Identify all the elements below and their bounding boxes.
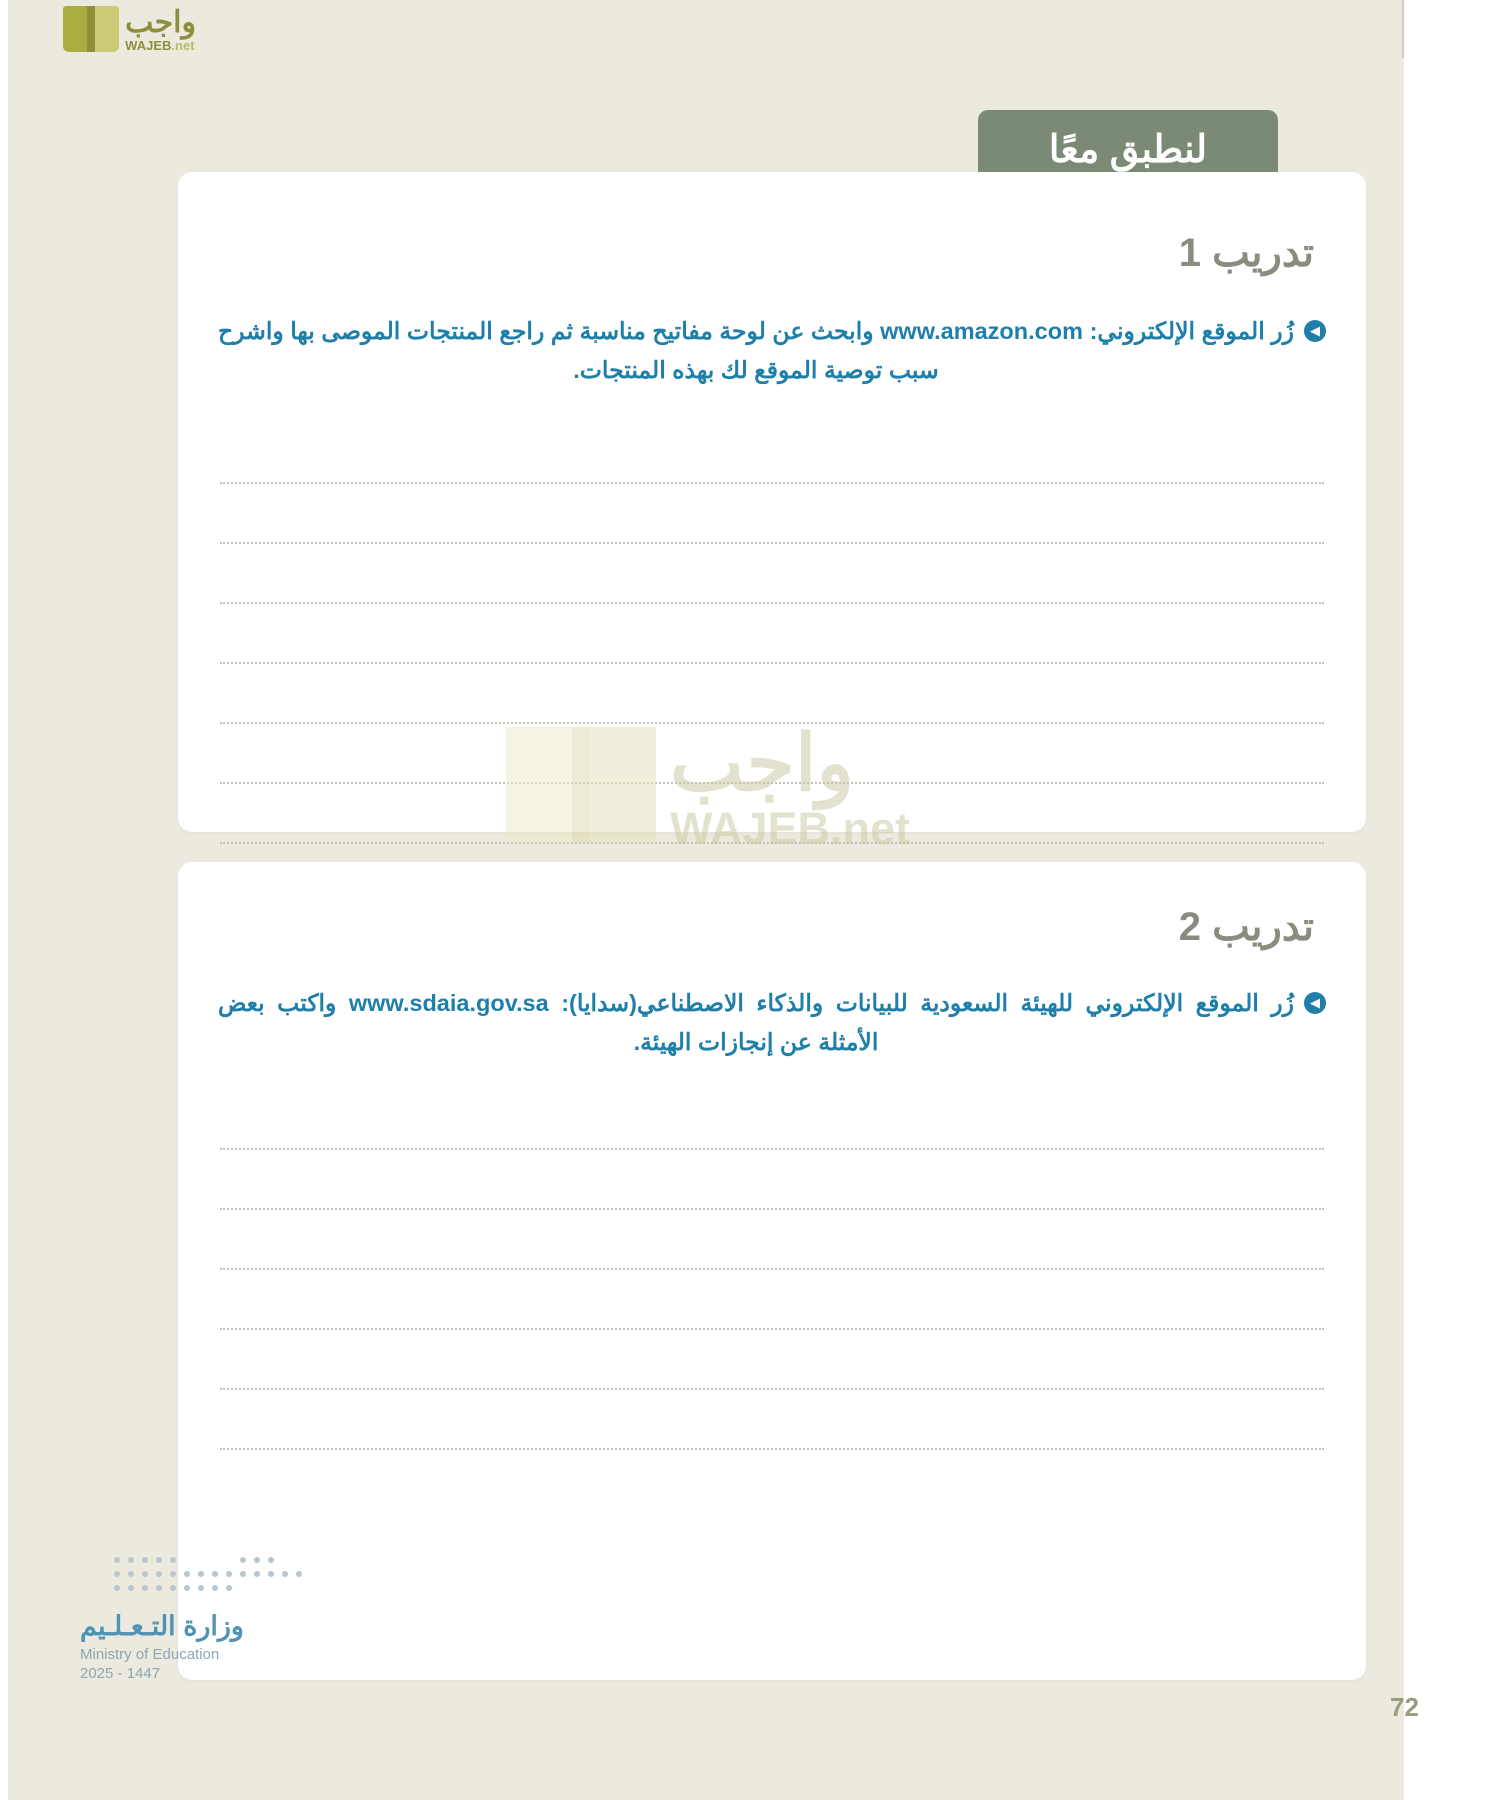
answer-line[interactable] [220,1090,1324,1150]
ministry-name-arabic: وزارة التـعـلـيم [80,1611,244,1641]
answer-line[interactable] [220,664,1324,724]
answer-line[interactable] [220,484,1324,544]
exercise-1-question [218,312,1326,390]
exercise-2-answer-area[interactable] [220,1090,1324,1450]
answer-line[interactable] [220,424,1324,484]
exercise-card-2 [178,862,1366,1680]
bullet-arrow-icon: ◀ [1304,992,1326,1014]
exercise-2-question [218,984,1326,1062]
section-tab-label: لنطبق معًا [1048,128,1208,171]
answer-line[interactable] [220,544,1324,604]
ministry-name-english: Ministry of Education [80,1646,220,1663]
exercise-2-title: تدريب 2 [1178,905,1314,949]
ministry-logo [80,1551,310,1682]
answer-line[interactable] [220,1270,1324,1330]
answer-line[interactable] [220,1390,1324,1450]
exercise-1-title: تدريب 1 [1178,231,1314,275]
answer-line[interactable] [220,1210,1324,1270]
answer-line[interactable] [220,1330,1324,1390]
page-number: 72 [1390,1692,1419,1722]
exercise-2-question-text: زُر الموقع الإلكتروني للهيئة السعودية للبيانات والذكاء الاصطناعي(سدايا): www.sdaia.gov.sa واكتب بعض الأمثلة عن إنجازات الهيئة. [218,990,1294,1055]
ministry-dots-icon [110,1551,310,1603]
wajeb-logo-arabic: واجب [125,6,196,39]
answer-line[interactable] [220,604,1324,664]
right-margin-strip [1404,0,1500,1800]
answer-line[interactable] [220,784,1324,844]
wajeb-watermark-arabic: واجب [669,718,855,807]
exercise-card-1 [178,172,1366,832]
exercise-1-answer-area[interactable] [220,424,1324,844]
ministry-year: 2025 - 1447 [80,1665,161,1682]
wajeb-logo-latin: WAJEB.net [125,38,195,53]
bullet-arrow-icon: ◀ [1304,320,1326,342]
wajeb-watermark-latin: WAJEB.net [669,802,910,854]
answer-line[interactable] [220,1150,1324,1210]
exercise-1-question-text: زُر الموقع الإلكتروني: www.amazon.com وابحث عن لوحة مفاتيح مناسبة ثم راجع المنتجات الموصى بها واشرح سبب توصية الموقع لك بهذه المنتجات. [218,318,1294,383]
answer-line[interactable] [220,724,1324,784]
